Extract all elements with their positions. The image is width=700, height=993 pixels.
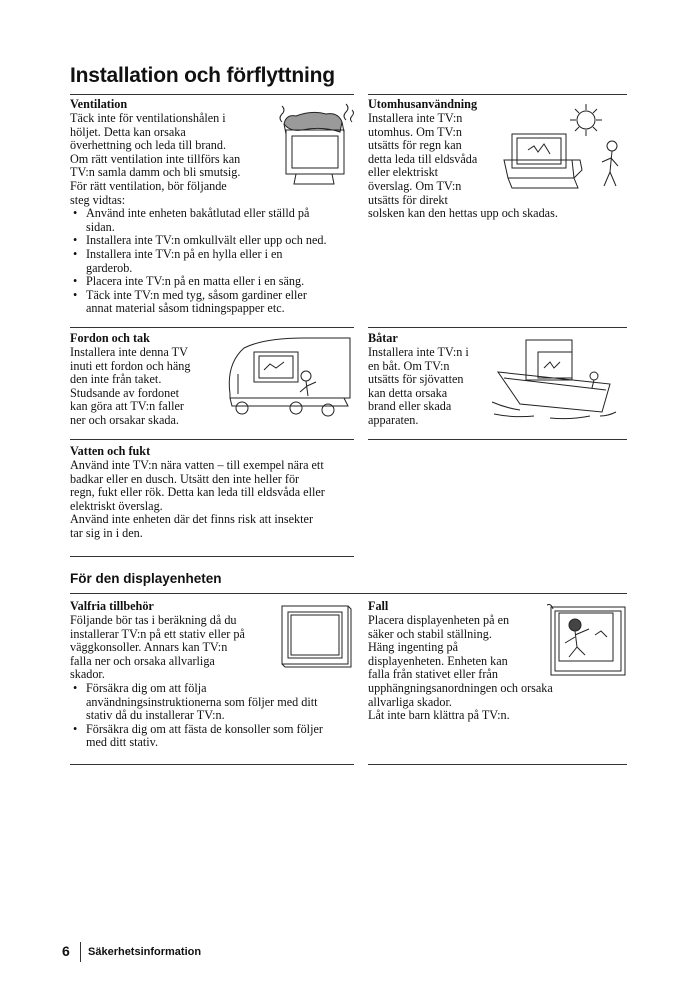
- text-line: displayenheten. Enheten kan: [368, 653, 508, 668]
- text-line: höljet. Detta kan orsaka: [70, 124, 186, 139]
- page-title: Installation och förflyttning: [70, 64, 335, 87]
- section-water: [70, 444, 370, 541]
- text-line: Installera inte TV:n på en hylla eller i en: [86, 246, 283, 261]
- rule-row3-left: [70, 439, 354, 440]
- section-heading: Vatten och fukt: [70, 444, 151, 458]
- text-line: Häng ingenting på: [368, 640, 459, 655]
- bullet-list: [70, 207, 360, 316]
- text-line: badkar eller en dusch. Utsätt den inte heller för: [70, 471, 300, 486]
- text-line: elektriskt överslag.: [70, 498, 163, 513]
- text-line: användningsinstruktionerna som följer med ditt: [86, 694, 318, 709]
- section-heading: Valfria tillbehör: [70, 599, 154, 613]
- page-number: 6: [62, 943, 70, 959]
- text-line: Installera inte TV:n i: [368, 345, 469, 359]
- section-text: [70, 459, 370, 541]
- text-line: TV:n samla damm och bli smutsig.: [70, 165, 241, 180]
- text-line: upphängningsanordningen och orsaka: [368, 680, 553, 695]
- text-line: med ditt stativ.: [86, 735, 158, 750]
- text-line: apparaten.: [368, 412, 419, 427]
- text-line: Täck inte för ventilationshålen i: [70, 111, 226, 125]
- text-line: Placera inte TV:n på en matta eller i en säng.: [86, 274, 305, 289]
- text-line: utomhus. Om TV:n: [368, 124, 463, 139]
- text-line: allvarliga skador.: [368, 694, 452, 709]
- section-heading: Fall: [368, 599, 389, 613]
- fall-illustration: [545, 603, 627, 683]
- text-line: brand eller skada: [368, 399, 452, 414]
- text-line: annat material såsom tidningspapper etc.: [86, 301, 285, 316]
- text-line: överhettning och leda till brand.: [70, 138, 227, 153]
- rule-row2-left: [70, 327, 354, 328]
- text-line: solsken kan den hettas upp och skadas.: [368, 206, 558, 221]
- list-item: [70, 723, 360, 750]
- text-line: Försäkra dig om att fästa de konsoller som följer: [86, 721, 323, 736]
- text-line: Täck inte TV:n med tyg, såsom gardiner eller: [86, 287, 307, 302]
- rule-top-right: [368, 94, 627, 95]
- footer-section-title: Säkerhetsinformation: [88, 946, 202, 958]
- section-text: [368, 346, 498, 428]
- text-line: kan göra att TV:n faller: [70, 399, 184, 414]
- text-line: den inte från taket.: [70, 372, 162, 387]
- outdoor-illustration: [498, 100, 628, 195]
- text-line: Använd inte enheten där det finns risk att insekter: [70, 512, 314, 527]
- section-boats: [368, 331, 498, 428]
- section-heading: Fordon och tak: [70, 331, 150, 345]
- text-line: stativ då du installerar TV:n.: [86, 708, 225, 723]
- section-heading: Båtar: [368, 331, 398, 345]
- text-line: Studsande av fordonet: [70, 385, 179, 400]
- text-line: säker och stabil ställning.: [368, 626, 492, 641]
- rule-bottom-left: [70, 764, 354, 765]
- text-line: en båt. Om TV:n: [368, 358, 450, 373]
- text-line: inuti ett fordon och häng: [70, 358, 191, 373]
- text-line: garderob.: [86, 260, 133, 275]
- rule-top-left: [70, 94, 354, 95]
- text-line: utsätts för sjövatten: [368, 372, 464, 387]
- rule-sub-full: [70, 593, 627, 594]
- section-heading: Ventilation: [70, 97, 128, 111]
- footer-separator: [80, 942, 81, 962]
- text-line: Följande bör tas i beräkning då du: [70, 613, 237, 627]
- section-vehicle: [70, 331, 220, 428]
- list-item: [70, 248, 360, 275]
- text-line: regn, fukt eller rök. Detta kan leda till eldsvåda eller: [70, 485, 325, 500]
- text-line: Placera displayenheten på en: [368, 613, 510, 627]
- text-line: Använd inte enheten bakåtlutad eller ställd på: [86, 206, 310, 221]
- text-line: detta leda till eldsvåda: [368, 151, 478, 166]
- rule-row2-right: [368, 327, 627, 328]
- text-line: väggkonsoller. Annars kan TV:n: [70, 640, 228, 655]
- text-line: Installera inte denna TV: [70, 345, 188, 359]
- text-line: skador.: [70, 667, 105, 682]
- rule-bottom-right: [368, 764, 627, 765]
- text-line: utsätts för direkt: [368, 192, 448, 207]
- rule-row4-left: [70, 556, 354, 557]
- text-line: kan detta orsaka: [368, 385, 448, 400]
- text-line: Låt inte barn klättra på TV:n.: [368, 708, 510, 723]
- text-line: Försäkra dig om att följa: [86, 680, 207, 695]
- list-item: [70, 289, 360, 316]
- bullet-list: [70, 682, 360, 750]
- text-line: Installera inte TV:n omkullvält eller upp och ned.: [86, 233, 327, 248]
- boat-illustration: [490, 332, 620, 424]
- text-line: sidan.: [86, 219, 115, 234]
- text-line: tar sig in i den.: [70, 525, 143, 540]
- text-line: ner och orsakar skada.: [70, 412, 179, 427]
- list-item: [70, 275, 360, 289]
- text-line: För rätt ventilation, bör följande: [70, 178, 227, 193]
- display-illustration: [280, 604, 352, 676]
- text-line: överslag. Om TV:n: [368, 178, 462, 193]
- text-line: Använd inte TV:n nära vatten – till exempel nära ett: [70, 458, 324, 472]
- vehicle-illustration: [224, 334, 356, 420]
- text-line: steg vidtas:: [70, 192, 126, 207]
- text-line: Om rätt ventilation inte tillförs kan: [70, 151, 241, 166]
- text-line: falla från stativet eller från: [368, 667, 498, 682]
- list-item: [70, 207, 360, 234]
- text-line: eller elektriskt: [368, 165, 439, 180]
- text-line: utsätts för regn kan: [368, 138, 462, 153]
- list-item: [70, 682, 360, 723]
- text-line: falla ner och orsaka allvarliga: [70, 653, 215, 668]
- text-line: installerar TV:n på ett stativ eller på: [70, 626, 245, 641]
- sub-heading: För den displayenheten: [70, 571, 222, 586]
- section-text: [70, 346, 220, 428]
- list-item: [70, 234, 360, 248]
- section-heading: Utomhusanvändning: [368, 97, 478, 111]
- rule-row3-right: [368, 439, 627, 440]
- ventilation-illustration: [272, 102, 357, 190]
- text-line: Installera inte TV:n: [368, 111, 463, 125]
